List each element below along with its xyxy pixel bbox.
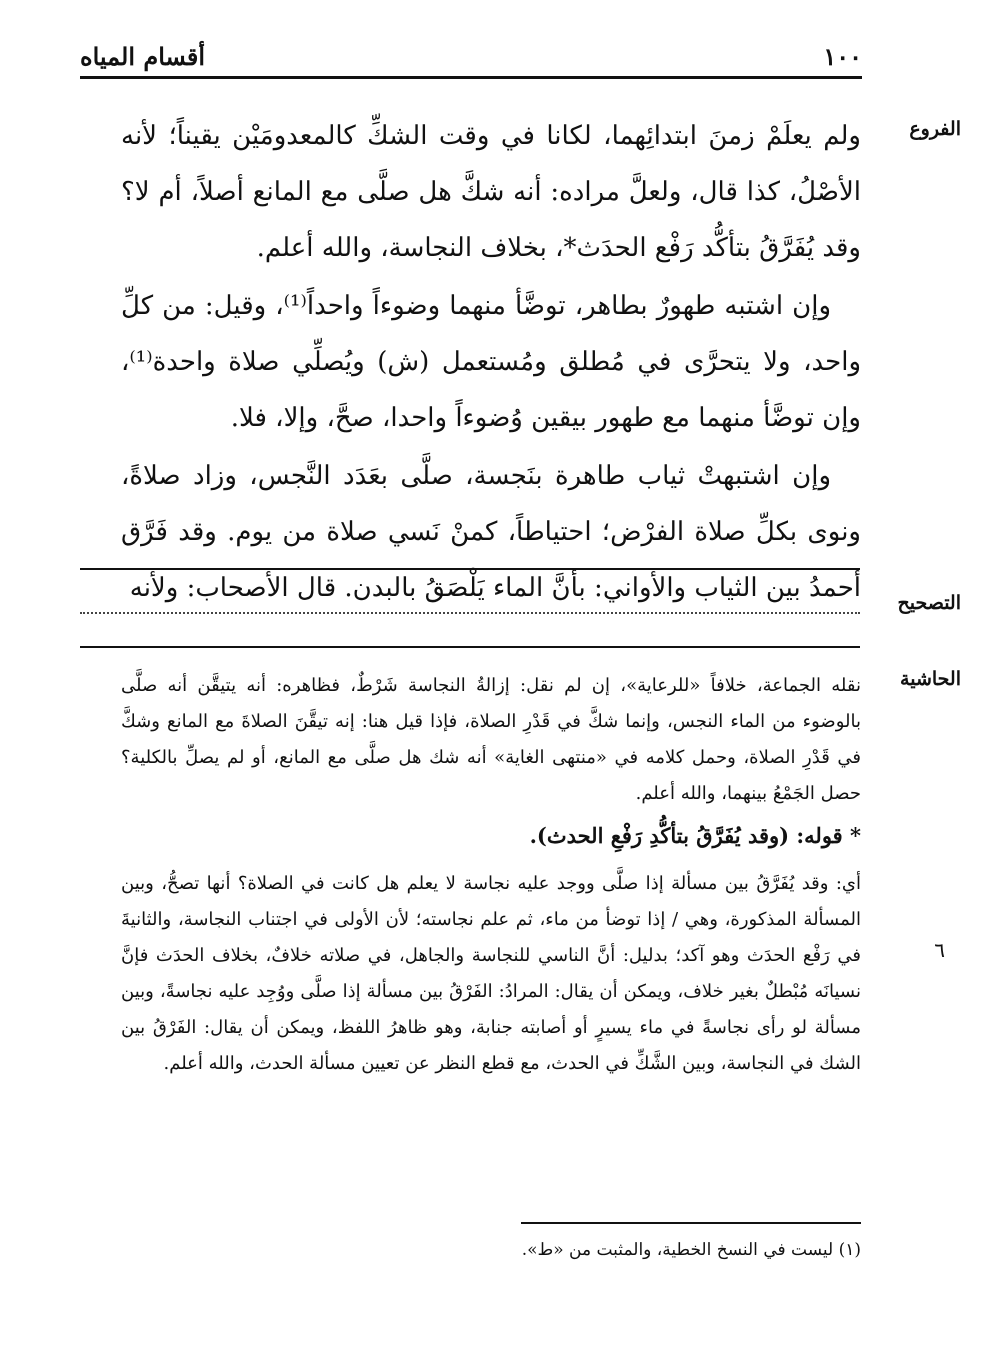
- commentary-heading: * قوله: (وقد يُفَرَّقُ بتأكُّدِ رَفْعِ الحدث).: [529, 823, 861, 848]
- main-paragraph: وإن اشتبهتْ ثياب طاهرة بنَجسة، صلَّى بعَدَد النَّجس، وزاد صلاةً، ونوى بكلِّ صلاة الفرْض؛ احتياطاً، كمنْ نَسي صلاة من يوم. وقد فَرَّق أحمدُ بين الثياب والأواني: بأنَّ الماء يَلْصَقُ بالبدن. قال الأصحاب: ولأنه: [121, 461, 861, 603]
- header-rule: [80, 76, 862, 79]
- main-paragraph: ولم يعلَمْ زمنَ ابتدائِهما، لكانا في وقت الشكِّ كالمعدومَيْن يقيناً؛ لأنه الأصْلُ، كذا قال، ولعلَّ مراده: أنه شكَّ هل صلَّى مع المانع أصلاً، أم لا؟ وقد يُفَرَّقُ بتأكُّد رَفْع الحدَث*، بخلاف النجاسة، والله أعلم.: [121, 121, 861, 263]
- commentary-paragraph: أي: وقد يُفَرَّقُ بين مسألة إذا صلَّى ووجد عليه نجاسة لا يعلم هل كانت في الصلاة؟ أنها تصحُّ، وبين المسألة المذكورة، وهي / إذا توضأ من ماء، ثم علم نجاسته؛ لأن الأولى في اجتناب النجاسة، والثانيةَ في رَفْع الحدَث وهو آكد؛ بدليل: أنَّ الناسي للنجاسة والجاهل، في صلاته خلافٌ، بخلاف الحدَث فإنَّ نسيانَه مُبْطلٌ بغير خلاف، ويمكن أن يقال: المرادُ: الفَرْقُ بين مسألة إذا صلَّى ووُجِد عليه نجاسةً، وبين مسألة لو رأى نجاسةً في ماء يسيرٍ أو أصابته جنابة، وهو ظاهرُ اللفظ، ويمكن أن يقال: الفَرْقُ بين الشك في النجاسة، وبين الشَّكِّ في الحدث، مع قطع النظر عن تعيين مسألة الحدث، والله أعلم.: [121, 873, 861, 1074]
- side-label-correction: التصحيح: [897, 592, 961, 614]
- commentary-text: [121, 668, 861, 1082]
- page-header: [80, 42, 862, 80]
- running-title: أقسام المياه: [80, 42, 206, 71]
- page-number: ١٠٠: [823, 42, 862, 71]
- main-paragraph: وإن اشتبه طهورٌ بطاهر، توضَّأ منهما وضوءاً واحداً⁽¹⁾، وقيل: من كلِّ واحد، ولا يتحرَّى في مُطلق ومُستعمل (ش) ويُصلِّي صلاة واحدة⁽¹⁾، وإن توضَّأ منهما مع طهور بيقين وُضوءاً واحدا، صحَّ، وإلا، فلا.: [121, 291, 861, 433]
- correction-dotted-line: [80, 592, 860, 614]
- side-label-commentary: الحاشية: [900, 668, 961, 690]
- commentary-rule: [80, 646, 860, 648]
- footnote-rule: [521, 1222, 861, 1224]
- side-label-branches: الفروع: [909, 118, 961, 140]
- margin-folio-number: ٦: [934, 938, 945, 962]
- main-text: [121, 108, 861, 618]
- footnote: (١) ليست في النسخ الخطية، والمثبت من «ط».: [521, 1240, 861, 1260]
- main-text-rule: [80, 568, 860, 570]
- commentary-paragraph: نقله الجماعة، خلافاً «للرعاية»، إن لم نقل: إزالةُ النجاسة شَرْطٌ، فظاهره: أنه يتيقَّن أنه صلَّى بالوضوء من الماء النجس، وإنما شكَّ في قَدْرِ الصلاة، فإذا قيل هنا: إنه تيقَّنَ الصلاةَ مع المانع وشكَّ في قَدْرِ الصلاة، وحمل كلامه في «منتهى الغاية» أنه شك هل صلَّى مع المانع، أو لم يصلِّ بالكلية؟ حصل الجَمْعُ بينهما، والله أعلم.: [121, 675, 861, 804]
